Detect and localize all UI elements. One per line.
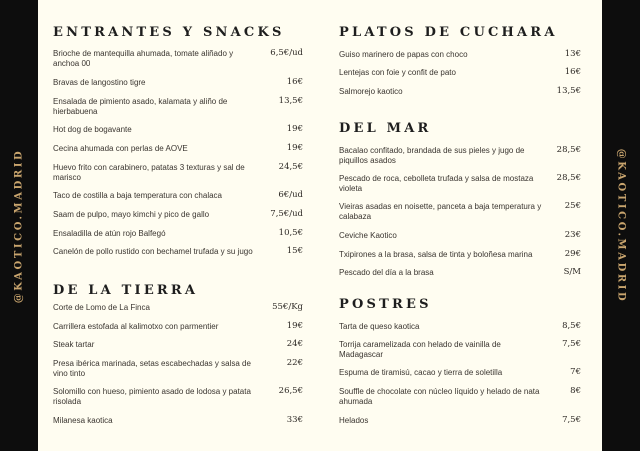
menu-item-name: Pescado del día a la brasa [339, 268, 434, 277]
menu-item-price: 10,5€ [278, 228, 303, 238]
section-title-postres: POSTRES [339, 297, 432, 312]
menu-item [53, 78, 303, 88]
menu-item-name: Lentejas con foie y confit de pato [339, 68, 456, 77]
menu-item-name: Ensaladilla de atún rojo Balfegó [53, 229, 166, 238]
menu-item-price: 7,5€ [562, 339, 581, 349]
menu-item-name: Hot dog de bogavante [53, 125, 132, 134]
menu-item-name: Pescado de roca, cebolleta trufada y salsa de mostaza violeta [339, 174, 534, 193]
menu-item-price: S/M [563, 267, 581, 277]
menu-item [339, 322, 581, 332]
menu-item-name: Espuma de tiramisú, cacao y tierra de soletilla [339, 368, 503, 377]
menu-item-name: Bacalao confitado, brandada de sus pieles y jugo de piquillos asados [339, 146, 525, 165]
menu-item-name: Presa ibérica marinada, setas escabechadas y salsa de vino tinto [53, 359, 251, 378]
section-title-entrantes: ENTRANTES Y SNACKS [53, 25, 285, 40]
menu-item [53, 49, 303, 68]
menu-item [339, 174, 581, 193]
menu-item [53, 247, 303, 257]
menu-item-price: 22€ [286, 358, 303, 368]
menu-item-price: 19€ [286, 124, 303, 134]
menu-item-price: 29€ [564, 249, 581, 259]
menu-item-name: Salmorejo kaotico [339, 87, 403, 96]
menu-item-price: 24€ [286, 339, 303, 349]
menu-item-name: Txipirones a la brasa, salsa de tinta y boloñesa marina [339, 250, 533, 259]
menu-item [339, 50, 581, 60]
menu-item-price: 8€ [570, 386, 581, 396]
menu-item [53, 416, 303, 426]
section-title-tierra: DE LA TIERRA [53, 283, 199, 298]
menu-item-price: 33€ [286, 415, 303, 425]
menu-item-price: 25€ [564, 201, 581, 211]
menu-item-price: 28,5€ [556, 145, 581, 155]
menu-item-price: 16€ [564, 67, 581, 77]
menu-item-price: 13,5€ [556, 86, 581, 96]
menu-item-name: Ceviche Kaotico [339, 231, 397, 240]
menu-item-name: Taco de costilla a baja temperatura con chalaca [53, 191, 222, 200]
menu-item [53, 359, 303, 378]
menu-item-price: 7,5€ [562, 415, 581, 425]
menu-item-price: 19€ [286, 143, 303, 153]
menu-item-name: Guiso marinero de papas con choco [339, 50, 468, 59]
side-label-left: @KAOTICO.MADRID [13, 148, 25, 303]
menu-item [339, 146, 581, 165]
menu-item-name: Corte de Lomo de La Finca [53, 303, 150, 312]
menu-item-name: Milanesa kaotica [53, 416, 113, 425]
menu-item-price: 15€ [286, 246, 303, 256]
section-title-mar: DEL MAR [339, 121, 432, 136]
section-title-cuchara: PLATOS DE CUCHARA [339, 25, 558, 40]
menu-item-price: 7€ [570, 367, 581, 377]
menu-item [53, 303, 303, 313]
menu-item-name: Helados [339, 416, 369, 425]
menu-item-price: 26,5€ [278, 386, 303, 396]
menu-item [339, 268, 581, 278]
left-side-band [0, 0, 38, 451]
menu-item [339, 87, 581, 97]
menu-item-name: Saam de pulpo, mayo kimchi y pico de gallo [53, 210, 210, 219]
menu-item [339, 387, 581, 406]
menu-item-name: Torrija caramelizada con helado de vainilla de Madagascar [339, 340, 501, 359]
menu-item [339, 231, 581, 241]
menu-item-name: Solomillo con hueso, pimiento asado de lodosa y patata risolada [53, 387, 251, 406]
menu-item-price: 24,5€ [278, 162, 303, 172]
side-label-right: @KAOTICO.MADRID [615, 148, 627, 303]
menu-item-name: Carrillera estofada al kalimotxo con parmentier [53, 322, 219, 331]
menu-item-price: 55€/Kg [272, 302, 303, 312]
menu-item [53, 229, 303, 239]
menu-item-price: 8,5€ [562, 321, 581, 331]
menu-item [53, 340, 303, 350]
menu-item [339, 416, 581, 426]
menu-item-name: Vieiras asadas en noisette, panceta a baja temperatura y calabaza [339, 202, 542, 221]
menu-item-price: 13€ [564, 49, 581, 59]
menu-item-price: 6€/ud [278, 190, 303, 200]
menu-item-name: Tarta de queso kaotica [339, 322, 420, 331]
menu-item-price: 13,5€ [278, 96, 303, 106]
menu-item-price: 6,5€/ud [270, 48, 303, 58]
menu-item-price: 28,5€ [556, 173, 581, 183]
menu-item-name: Bravas de langostino tigre [53, 78, 146, 87]
menu-item [339, 202, 581, 221]
menu-item-name: Canelón de pollo rustido con bechamel trufada y su jugo [53, 247, 253, 256]
menu-item [339, 340, 581, 359]
menu-item [53, 210, 303, 220]
menu-item-name: Cecina ahumada con perlas de AOVE [53, 144, 188, 153]
menu-item [53, 387, 303, 406]
menu-item [53, 163, 303, 182]
menu-item-name: Brioche de mantequilla ahumada, tomate aliñado y anchoa 00 [53, 49, 234, 68]
menu-item [53, 191, 303, 201]
menu-item [53, 97, 303, 116]
menu-item-name: Huevo frito con carabinero, patatas 3 texturas y sal de marisco [53, 163, 245, 182]
menu-item-price: 7,5€/ud [270, 209, 303, 219]
menu-item [339, 250, 581, 260]
menu-item-name: Steak tartar [53, 340, 95, 349]
menu-item [339, 368, 581, 378]
menu-page [38, 0, 602, 451]
menu-item [53, 125, 303, 135]
menu-item-price: 16€ [286, 77, 303, 87]
menu-item [53, 144, 303, 154]
menu-item-name: Ensalada de pimiento asado, kalamata y aliño de hierbabuena [53, 97, 228, 116]
menu-item-price: 23€ [564, 230, 581, 240]
menu-item-price: 19€ [286, 321, 303, 331]
menu-item-name: Souffle de chocolate con núcleo líquido y helado de nata ahumada [339, 387, 540, 406]
menu-item [339, 68, 581, 78]
right-side-band [602, 0, 640, 451]
menu-item [53, 322, 303, 332]
